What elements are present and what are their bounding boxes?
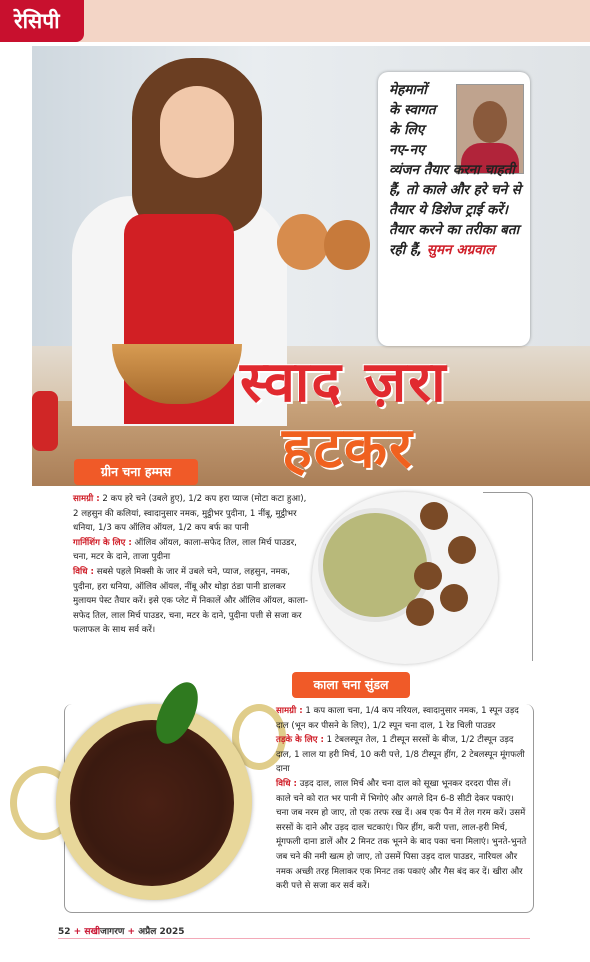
recipe-body (276, 704, 528, 894)
ingredients-text: 1 कप काला चना, 1/4 कप नरियल, स्वादानुसार नमक, 1 स्पून उड़द दाल (भून कर पीसने के लिए), 1/2 स्पून चना दाल, 1 रेड चिली पाउडर (276, 706, 519, 731)
red-pepper (32, 391, 58, 451)
intro-line: मेहमानों (389, 82, 427, 98)
falafel (420, 502, 448, 530)
footer-sep: + (73, 927, 82, 937)
intro-line: के स्वागत (389, 102, 436, 118)
hummus-photo (296, 480, 506, 670)
tadka-label: तड़के के लिए : (276, 735, 324, 746)
falafel (440, 584, 468, 612)
onion (324, 220, 370, 270)
garnish-text: ऑलिव ऑयल, काला-सफेद तिल, लाल मिर्च पाउडर, चना, मटर के दाने, ताजा पुदीना (73, 537, 297, 563)
falafel (414, 562, 442, 590)
magazine-name: जागरण (100, 927, 125, 937)
recipe-body (73, 492, 309, 638)
ingredients-label: सामग्री : (276, 706, 303, 716)
method-label: विधि : (73, 566, 94, 577)
author-name: सुमन अग्रवाल (426, 242, 495, 258)
recipe-title: ग्रीन चना हम्मस (74, 459, 198, 485)
ingredients-label: सामग्री : (73, 494, 100, 504)
falafel (448, 536, 476, 564)
garnish-label: गार्निशिंग के लिए : (73, 537, 132, 548)
onion (277, 214, 329, 270)
intro-body: व्यंजन तैयार करना चाहती हैं, तो काले और हरे चने से तैयार ये डिशेज ट्राई करें। तैयार करने का तरीका बता रही हैं, (389, 162, 521, 258)
issue-date: अप्रैल 2025 (138, 927, 185, 937)
headline: स्वाद ज़रा (240, 349, 448, 415)
method-text: उड़द दाल, लाल मिर्च और चना दाल को सूखा भूनकर दरदरा पीस लें। काले चने को रात भर पानी में भिगोएं और अगले दिन 6-8 सीटी देकर पकाएं। चना जब नरम हो जाए, तो एक तरफ रख दें। अब एक पैन में तेल गरम करें। उसमें सरसों के दाने और उड़द दाल चटकाएं। फिर हींग, करी पत्ता, लाल-हरी मिर्च, मूंगफली दाना डालें और 2 मिनट तक भूनने के बाद पका चना मिलाएं। भुनते-भुनते जब चने की नमी खत्म हो जाए, तो उसमें पिसा उड़द दाल पाउडर, नारियल और नमक अच्छी तरह मिलाकर एक मिनट तक पकाएं और गैस बंद कर दें। खीरा और करी पत्ते से सजा कर सर्व करें। (276, 778, 527, 892)
section-label: रेसिपी (0, 0, 84, 42)
sundal-photo (10, 676, 270, 908)
woman-face (160, 86, 234, 178)
brand-name: सखी (84, 927, 101, 937)
recipe-title: काला चना सुंडल (292, 672, 410, 698)
footer-sep: + (127, 927, 136, 937)
page-number: 52 (58, 927, 71, 937)
ingredients-text: 2 कप हरे चने (उबले हुए), 1/2 कप हरा प्याज (मोटा कटा हुआ), 2 लहसुन की कलियां, स्वादानुसार नमक, मुट्ठीभर पुदीना, 1 नींबू, मुट्ठीभर धनिया, 1/3 कप ऑलिव ऑयल, 1/2 कप बर्फ का पानी (73, 494, 307, 534)
intro-line: नए-नए (389, 142, 425, 158)
falafel (406, 598, 434, 626)
method-text: सबसे पहले मिक्सी के जार में उबले चने, प्याज, लहसुन, नमक, पुदीना, हरा धनिया, ऑलिव ऑयल, नींबू और थोड़ा ठंडा पानी डालकर मुलायम पेस्ट तैयार करें। इसे एक प्लेट में निकालें और ऑलिव ऑयल, काला-सफेद तिल, लाल मिर्च पाउडर, चना, मटर के दाने, पुदीना पत्ती से सजा कर फलाफल के साथ सर्व करें। (73, 566, 309, 636)
headline: हटकर (282, 415, 414, 481)
intro-text (389, 80, 529, 260)
intro-line: के लिए (389, 122, 425, 138)
method-label: विधि : (276, 778, 297, 789)
top-band (0, 0, 590, 42)
tadka-text: 1 टेबलस्पून तेल, 1 टीस्पून सरसों के बीज, 1/2 टीस्पून उड़द दाल, 1 लाल या हरी मिर्च, 10 करी पत्ते, 1/8 टीस्पून हींग, 2 टेबलस्पून मूंगफली दाना (276, 735, 525, 775)
footer-rule (58, 938, 530, 939)
page-footer (58, 924, 185, 937)
black-chana (70, 720, 234, 886)
